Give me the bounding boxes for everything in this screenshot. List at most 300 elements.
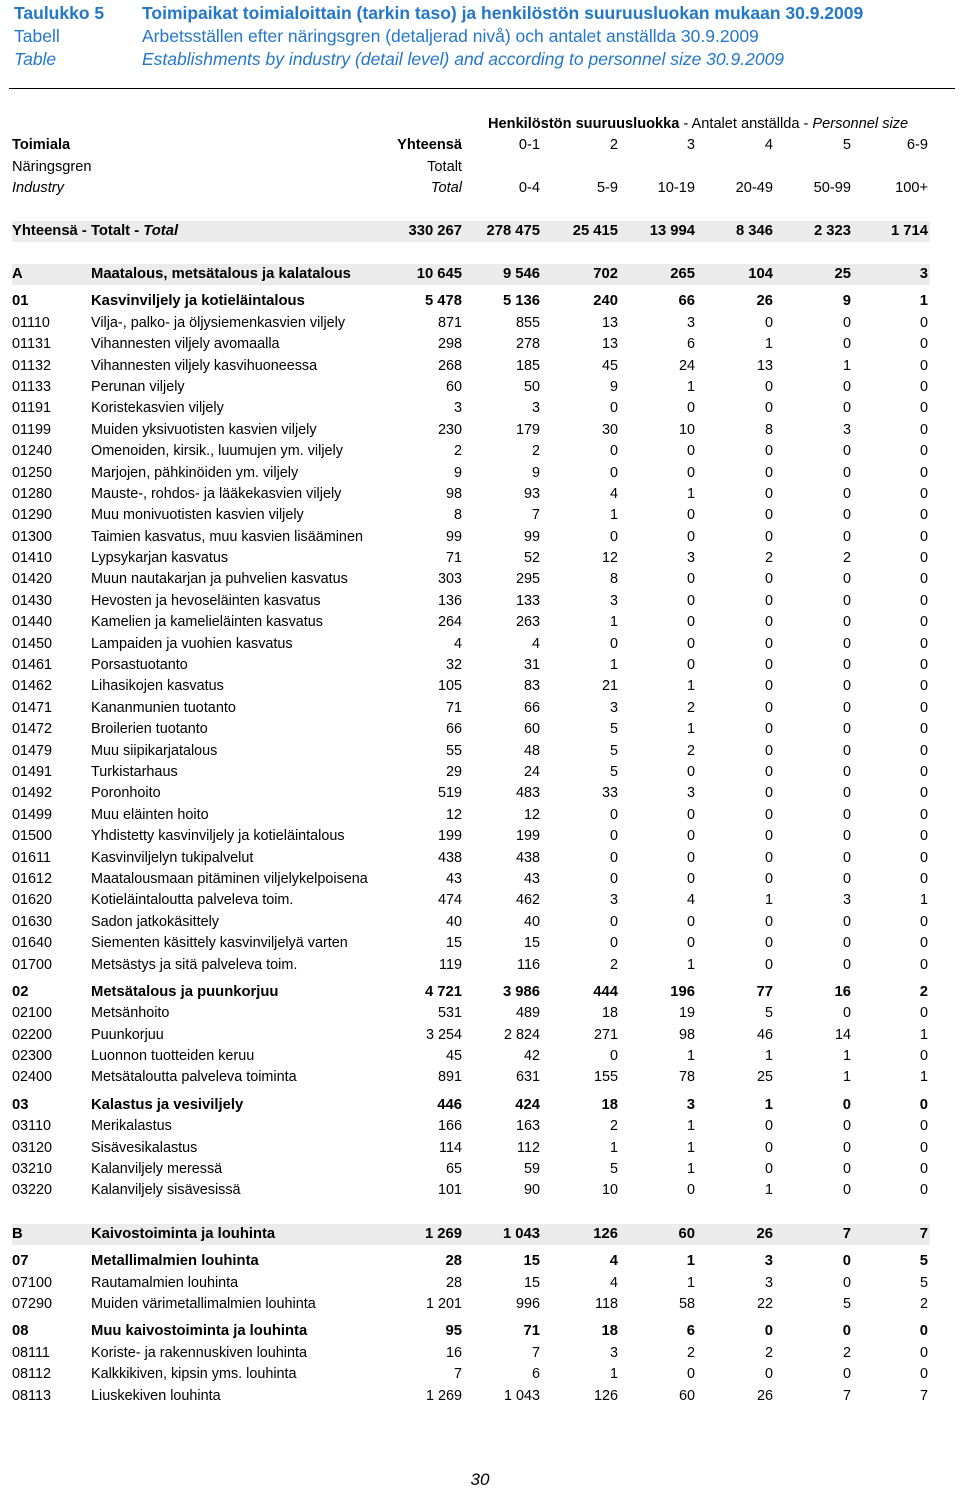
table-row bbox=[12, 676, 930, 697]
cell-value: 0 bbox=[764, 657, 773, 674]
cell-value: 1 bbox=[686, 1118, 695, 1135]
cell-value: 0 bbox=[919, 1005, 928, 1022]
cell-value: 0 bbox=[842, 336, 851, 353]
industry-name: Muiden värimetallimalmien louhinta bbox=[91, 1295, 316, 1312]
industry-name: Kalastus ja vesiviljely bbox=[91, 1096, 244, 1113]
cell-value: 199 bbox=[515, 828, 540, 845]
industry-code: 01420 bbox=[12, 571, 53, 588]
cell-value: 179 bbox=[515, 421, 540, 438]
cell-value: 26 bbox=[756, 293, 773, 310]
cell-value: 0 bbox=[609, 935, 618, 952]
industry-code: 02200 bbox=[12, 1026, 53, 1043]
industry-code: 01410 bbox=[12, 550, 53, 567]
table-row-section bbox=[12, 1224, 930, 1245]
industry-code: 01250 bbox=[12, 464, 53, 481]
cell-value: 1 043 bbox=[503, 1387, 540, 1404]
cell-value: 0 bbox=[842, 443, 851, 460]
cell-value: 4 bbox=[686, 892, 695, 909]
cell-value: 3 986 bbox=[502, 983, 540, 1000]
industry-name: Kalanviljely sisävesissä bbox=[91, 1182, 241, 1199]
cell-value: 0 bbox=[764, 400, 773, 417]
industry-code: 01110 bbox=[12, 314, 50, 331]
cell-value: 0 bbox=[919, 550, 928, 567]
table-row bbox=[12, 1159, 930, 1180]
cell-value: 0 bbox=[919, 421, 928, 438]
industry-code: 01199 bbox=[12, 421, 51, 438]
cell-value: 0 bbox=[764, 507, 773, 524]
table-title-block bbox=[14, 2, 944, 71]
cell-value: 10 bbox=[601, 1182, 618, 1199]
table-row bbox=[12, 783, 930, 804]
industry-code: 01131 bbox=[12, 336, 51, 353]
cell-value: 330 267 bbox=[408, 223, 462, 239]
table-row-group bbox=[12, 291, 930, 312]
cell-value: 19 bbox=[678, 1005, 695, 1022]
title-text-sv: Arbetsställen efter näringsgren (detaljerad nivå) och antalet anställda 30.9.2009 bbox=[142, 26, 759, 46]
industry-code: 07290 bbox=[12, 1295, 53, 1312]
cell-value: 230 bbox=[437, 421, 462, 438]
cell-value: 855 bbox=[515, 314, 540, 331]
cell-value: 265 bbox=[670, 266, 695, 282]
cell-value: 0 bbox=[686, 1366, 695, 1383]
cell-value: 58 bbox=[678, 1295, 695, 1312]
industry-code: 02300 bbox=[12, 1048, 53, 1065]
cell-value: 0 bbox=[686, 806, 695, 823]
cell-value: 9 546 bbox=[502, 266, 540, 282]
table-row bbox=[12, 655, 930, 676]
industry-code: 02100 bbox=[12, 1005, 53, 1022]
cell-value: 24 bbox=[523, 763, 540, 780]
cell-value: 0 bbox=[919, 678, 928, 695]
cell-value: 163 bbox=[515, 1118, 540, 1135]
cell-value: 1 bbox=[842, 1048, 851, 1065]
table-row bbox=[12, 1343, 930, 1364]
cell-value: 0 bbox=[764, 828, 773, 845]
cell-value: 2 824 bbox=[503, 1026, 540, 1043]
title-text-fi: Toimipaikat toimialoittain (tarkin taso) ja henkilöstön suuruusluokan mukaan 30.9.2009 bbox=[142, 3, 864, 23]
table-row-group bbox=[12, 1251, 930, 1272]
cell-value: 22 bbox=[756, 1295, 773, 1312]
cell-value: 166 bbox=[437, 1118, 462, 1135]
cell-value: 71 bbox=[445, 550, 462, 567]
cell-value: 3 bbox=[686, 785, 695, 802]
industry-code: 01 bbox=[12, 293, 29, 310]
cell-value: 5 478 bbox=[424, 293, 462, 310]
industry-code: 01462 bbox=[12, 678, 53, 695]
cell-value: 0 bbox=[764, 935, 773, 952]
cell-value: 2 bbox=[764, 550, 773, 567]
cell-value: 93 bbox=[523, 485, 540, 502]
cell-value: 0 bbox=[609, 464, 618, 481]
cell-value: 60 bbox=[523, 721, 540, 738]
cell-value: 0 bbox=[609, 400, 618, 417]
industry-name: Yhdistetty kasvinviljely ja kotieläintalous bbox=[91, 828, 345, 845]
cell-value: 0 bbox=[919, 956, 928, 973]
cell-value: 5 bbox=[609, 721, 618, 738]
cell-value: 2 bbox=[919, 1295, 928, 1312]
industry-code: 01440 bbox=[12, 614, 53, 631]
cell-value: 50 bbox=[523, 378, 540, 395]
cell-value: 1 bbox=[686, 678, 695, 695]
cell-value: 0 bbox=[764, 870, 773, 887]
table-row bbox=[12, 1025, 930, 1046]
cell-value: 3 bbox=[609, 592, 618, 609]
cell-value: 0 bbox=[919, 485, 928, 502]
cell-value: 114 bbox=[439, 1139, 462, 1156]
cell-value: 9 bbox=[609, 378, 618, 395]
table-row bbox=[12, 741, 930, 762]
industry-code: 07100 bbox=[12, 1274, 53, 1291]
cell-value: 0 bbox=[919, 1366, 928, 1383]
cell-value: 0 bbox=[842, 614, 851, 631]
cell-value: 444 bbox=[593, 983, 618, 1000]
industry-name: Lihasikojen kasvatus bbox=[91, 678, 224, 695]
cell-value: 0 bbox=[842, 592, 851, 609]
industry-name: Mauste-, rohdos- ja lääkekasvien viljely bbox=[91, 485, 342, 502]
industry-name: Turkistarhaus bbox=[91, 763, 178, 780]
cell-value: 0 bbox=[842, 870, 851, 887]
cell-value: 0 bbox=[842, 314, 851, 331]
industry-name: Rautamalmien louhinta bbox=[91, 1274, 239, 1291]
cell-value: 0 bbox=[764, 1366, 773, 1383]
cell-value: 0 bbox=[686, 592, 695, 609]
cell-value: 240 bbox=[593, 293, 618, 310]
cell-value: 0 bbox=[919, 1161, 928, 1178]
cell-value: 0 bbox=[919, 721, 928, 738]
cell-value: 0 bbox=[842, 1274, 851, 1291]
cell-value: 13 bbox=[601, 314, 618, 331]
cell-value: 0 bbox=[842, 849, 851, 866]
cell-value: 0 bbox=[919, 763, 928, 780]
cell-value: 1 bbox=[686, 378, 695, 395]
title-swedish bbox=[14, 25, 944, 48]
header-row-group bbox=[12, 114, 930, 135]
cell-value: 0 bbox=[919, 935, 928, 952]
industry-name: Vihannesten viljely avomaalla bbox=[91, 336, 280, 353]
industry-name: Metsätalous ja puunkorjuu bbox=[91, 983, 279, 1000]
cell-value: 271 bbox=[593, 1026, 618, 1043]
cell-value: 52 bbox=[523, 550, 540, 567]
cell-value: 3 bbox=[686, 550, 695, 567]
table-row bbox=[12, 1180, 930, 1201]
cell-value: 16 bbox=[834, 983, 851, 1000]
cell-value: 0 bbox=[764, 913, 773, 930]
industry-name: Metsänhoito bbox=[91, 1005, 170, 1022]
page-number: 30 bbox=[470, 1470, 490, 1489]
cell-value: 2 bbox=[842, 550, 851, 567]
cell-value: 0 bbox=[919, 357, 928, 374]
industry-code: 01640 bbox=[12, 935, 53, 952]
cell-value: 1 269 bbox=[425, 1387, 462, 1404]
industry-name: Liuskekiven louhinta bbox=[91, 1387, 221, 1404]
industry-name: Poronhoito bbox=[91, 785, 161, 802]
cell-value: 196 bbox=[670, 983, 695, 1000]
industry-name: Koristekasvien viljely bbox=[91, 400, 224, 417]
cell-value: 0 bbox=[919, 592, 928, 609]
cell-value: 101 bbox=[437, 1182, 462, 1199]
industry-code: 01700 bbox=[12, 956, 53, 973]
cell-value: 0 bbox=[842, 913, 851, 930]
cell-value: 40 bbox=[445, 913, 462, 930]
cell-value: 0 bbox=[764, 678, 773, 695]
industry-code: 01612 bbox=[12, 870, 53, 887]
cell-value: 0 bbox=[764, 806, 773, 823]
cell-value: 66 bbox=[445, 721, 462, 738]
cell-value: 9 bbox=[453, 464, 462, 481]
cell-value: 133 bbox=[515, 592, 540, 609]
cell-value: 0 bbox=[686, 935, 695, 952]
cell-value: 3 bbox=[842, 892, 851, 909]
cell-value: 136 bbox=[437, 592, 462, 609]
cell-value: 0 bbox=[842, 721, 851, 738]
total-column-en: Total bbox=[430, 180, 462, 197]
cell-value: 0 bbox=[764, 1161, 773, 1178]
cell-value: 0 bbox=[919, 870, 928, 887]
cell-value: 0 bbox=[686, 657, 695, 674]
cell-value: 15 bbox=[445, 935, 462, 952]
industry-column-en: Industry bbox=[12, 180, 64, 197]
cell-value: 43 bbox=[445, 870, 462, 887]
table-row bbox=[12, 826, 930, 847]
cell-value: 1 bbox=[686, 1048, 695, 1065]
table-row bbox=[12, 955, 930, 976]
cell-value: 5 bbox=[609, 1161, 618, 1178]
cell-value: 0 bbox=[764, 742, 773, 759]
class-header: 50-99 bbox=[813, 180, 851, 197]
cell-value: 4 bbox=[609, 485, 618, 502]
cell-value: 0 bbox=[686, 635, 695, 652]
cell-value: 66 bbox=[523, 699, 540, 716]
cell-value: 18 bbox=[601, 1323, 618, 1340]
cell-value: 0 bbox=[919, 806, 928, 823]
cell-value: 489 bbox=[515, 1005, 540, 1022]
cell-value: 9 bbox=[842, 293, 851, 310]
industry-code: 01479 bbox=[12, 742, 53, 759]
industry-code: 08 bbox=[12, 1323, 29, 1340]
table-row bbox=[12, 484, 930, 505]
industry-name: Lypsykarjan kasvatus bbox=[91, 550, 229, 567]
cell-value: 3 bbox=[453, 400, 462, 417]
cell-value: 45 bbox=[601, 357, 618, 374]
cell-value: 12 bbox=[601, 550, 618, 567]
cell-value: 2 bbox=[764, 1344, 773, 1361]
cell-value: 4 bbox=[453, 635, 462, 652]
cell-value: 0 bbox=[842, 378, 851, 395]
industry-code: 02 bbox=[12, 983, 29, 1000]
industry-code: 01620 bbox=[12, 892, 53, 909]
industry-code: 08113 bbox=[12, 1387, 51, 1404]
group-heading-fi: Henkilöstön suuruusluokka bbox=[488, 116, 680, 132]
class-header: 0-1 bbox=[518, 137, 540, 154]
industry-name: Kalanviljely meressä bbox=[91, 1161, 223, 1178]
cell-value: 0 bbox=[764, 1323, 773, 1340]
cell-value: 0 bbox=[686, 614, 695, 631]
cell-value: 13 994 bbox=[649, 223, 695, 239]
cell-value: 25 bbox=[834, 266, 851, 282]
cell-value: 0 bbox=[842, 956, 851, 973]
table-row bbox=[12, 377, 930, 398]
cell-value: 0 bbox=[842, 1253, 851, 1270]
table-row bbox=[12, 441, 930, 462]
industry-code: 01133 bbox=[12, 378, 51, 395]
cell-value: 15 bbox=[523, 935, 540, 952]
class-header: 10-19 bbox=[657, 180, 695, 197]
cell-value: 0 bbox=[919, 699, 928, 716]
cell-value: 119 bbox=[439, 956, 462, 973]
cell-value: 3 bbox=[531, 400, 540, 417]
cell-value: 298 bbox=[437, 336, 462, 353]
class-header: 5 bbox=[842, 137, 851, 154]
statistics-table bbox=[12, 114, 930, 200]
cell-value: 0 bbox=[919, 1182, 928, 1199]
cell-value: 2 bbox=[686, 699, 695, 716]
table-row bbox=[12, 848, 930, 869]
cell-value: 0 bbox=[919, 528, 928, 545]
table-row bbox=[12, 762, 930, 783]
table-row-total bbox=[12, 221, 930, 242]
cell-value: 0 bbox=[919, 828, 928, 845]
cell-value: 1 bbox=[609, 1139, 618, 1156]
cell-value: 43 bbox=[523, 870, 540, 887]
cell-value: 8 bbox=[453, 507, 462, 524]
cell-value: 5 bbox=[609, 742, 618, 759]
cell-value: 0 bbox=[686, 913, 695, 930]
cell-value: 55 bbox=[445, 742, 462, 759]
cell-value: 1 bbox=[686, 721, 695, 738]
cell-value: 0 bbox=[842, 785, 851, 802]
industry-code: 01132 bbox=[12, 357, 51, 374]
cell-value: 0 bbox=[686, 528, 695, 545]
cell-value: 996 bbox=[515, 1295, 540, 1312]
industry-name: Porsastuotanto bbox=[91, 657, 188, 674]
cell-value: 0 bbox=[919, 614, 928, 631]
class-header: 6-9 bbox=[906, 137, 928, 154]
cell-value: 0 bbox=[686, 443, 695, 460]
cell-value: 2 bbox=[453, 443, 462, 460]
cell-value: 78 bbox=[678, 1069, 695, 1086]
total-column-sv: Totalt bbox=[427, 158, 462, 175]
cell-value: 3 bbox=[686, 314, 695, 331]
cell-value: 98 bbox=[678, 1026, 695, 1043]
cell-value: 7 bbox=[531, 507, 540, 524]
cell-value: 104 bbox=[748, 266, 773, 282]
industry-name: Taimien kasvatus, muu kasvien lisääminen bbox=[91, 528, 363, 545]
title-english bbox=[14, 48, 944, 71]
industry-name: Sadon jatkokäsittely bbox=[91, 913, 219, 930]
cell-value: 1 714 bbox=[890, 223, 928, 239]
cell-value: 8 346 bbox=[735, 223, 773, 239]
cell-value: 3 bbox=[609, 892, 618, 909]
cell-value: 1 bbox=[919, 1069, 928, 1086]
cell-value: 0 bbox=[842, 1366, 851, 1383]
cell-value: 66 bbox=[678, 293, 695, 310]
industry-code: 03210 bbox=[12, 1161, 53, 1178]
cell-value: 1 bbox=[686, 1274, 695, 1291]
cell-value: 14 bbox=[834, 1026, 851, 1043]
class-header: 100+ bbox=[895, 180, 928, 197]
cell-value: 28 bbox=[445, 1274, 462, 1291]
cell-value: 7 bbox=[919, 1387, 928, 1404]
cell-value: 0 bbox=[842, 528, 851, 545]
cell-value: 0 bbox=[842, 1005, 851, 1022]
cell-value: 8 bbox=[609, 571, 618, 588]
industry-code: 01290 bbox=[12, 507, 53, 524]
industry-name: Metsätaloutta palveleva toiminta bbox=[91, 1069, 297, 1086]
cell-value: 42 bbox=[523, 1048, 540, 1065]
industry-code: 08112 bbox=[12, 1366, 51, 1383]
cell-value: 1 bbox=[686, 1253, 695, 1270]
cell-value: 0 bbox=[609, 828, 618, 845]
cell-value: 3 bbox=[686, 1096, 695, 1113]
cell-value: 263 bbox=[515, 614, 540, 631]
table-body bbox=[12, 264, 930, 1407]
industry-code: 01492 bbox=[12, 785, 53, 802]
cell-value: 0 bbox=[842, 806, 851, 823]
cell-value: 0 bbox=[686, 849, 695, 866]
industry-code: B bbox=[12, 1225, 23, 1242]
industry-code: 01461 bbox=[12, 657, 53, 674]
industry-code: 02400 bbox=[12, 1069, 53, 1086]
industry-code: 01499 bbox=[12, 806, 53, 823]
cell-value: 2 bbox=[609, 956, 618, 973]
cell-value: 0 bbox=[919, 400, 928, 417]
cell-value: 0 bbox=[764, 1118, 773, 1135]
cell-value: 0 bbox=[764, 443, 773, 460]
cell-value: 10 bbox=[678, 421, 695, 438]
cell-value: 126 bbox=[593, 1387, 618, 1404]
cell-value: 71 bbox=[523, 1323, 540, 1340]
industry-name: Metallimalmien louhinta bbox=[91, 1253, 259, 1270]
cell-value: 13 bbox=[601, 336, 618, 353]
cell-value: 702 bbox=[593, 266, 618, 282]
cell-value: 0 bbox=[919, 443, 928, 460]
cell-value: 438 bbox=[437, 849, 462, 866]
industry-name: Lampaiden ja vuohien kasvatus bbox=[91, 635, 293, 652]
table-row bbox=[12, 1003, 930, 1024]
cell-value: 0 bbox=[919, 464, 928, 481]
table-row bbox=[12, 527, 930, 548]
cell-value: 1 bbox=[764, 892, 773, 909]
industry-code: 01240 bbox=[12, 443, 53, 460]
table-row bbox=[12, 463, 930, 484]
title-label-sv: Tabell bbox=[14, 26, 60, 46]
cell-value: 3 bbox=[609, 1344, 618, 1361]
industry-name: Sisävesikalastus bbox=[91, 1139, 198, 1156]
cell-value: 2 323 bbox=[813, 223, 851, 239]
cell-value: 462 bbox=[515, 892, 540, 909]
cell-value: 631 bbox=[515, 1069, 540, 1086]
cell-value: 98 bbox=[445, 485, 462, 502]
cell-value: 7 bbox=[842, 1225, 851, 1242]
industry-name: Muu siipikarjatalous bbox=[91, 742, 218, 759]
cell-value: 1 bbox=[919, 892, 928, 909]
table-row bbox=[12, 356, 930, 377]
industry-code: 01491 bbox=[12, 763, 53, 780]
cell-value: 1 bbox=[609, 614, 618, 631]
cell-value: 18 bbox=[601, 1005, 618, 1022]
cell-value: 1 bbox=[764, 1096, 773, 1113]
industry-name: Hevosten ja hevoseläinten kasvatus bbox=[91, 592, 321, 609]
industry-name: Muu kaivostoiminta ja louhinta bbox=[91, 1323, 308, 1340]
cell-value: 0 bbox=[842, 464, 851, 481]
industry-code: 07 bbox=[12, 1253, 29, 1270]
cell-value: 0 bbox=[919, 1344, 928, 1361]
cell-value: 0 bbox=[842, 400, 851, 417]
cell-value: 0 bbox=[764, 785, 773, 802]
industry-name: Broilerien tuotanto bbox=[91, 721, 208, 738]
table-row-group bbox=[12, 1321, 930, 1342]
cell-value: 0 bbox=[919, 742, 928, 759]
